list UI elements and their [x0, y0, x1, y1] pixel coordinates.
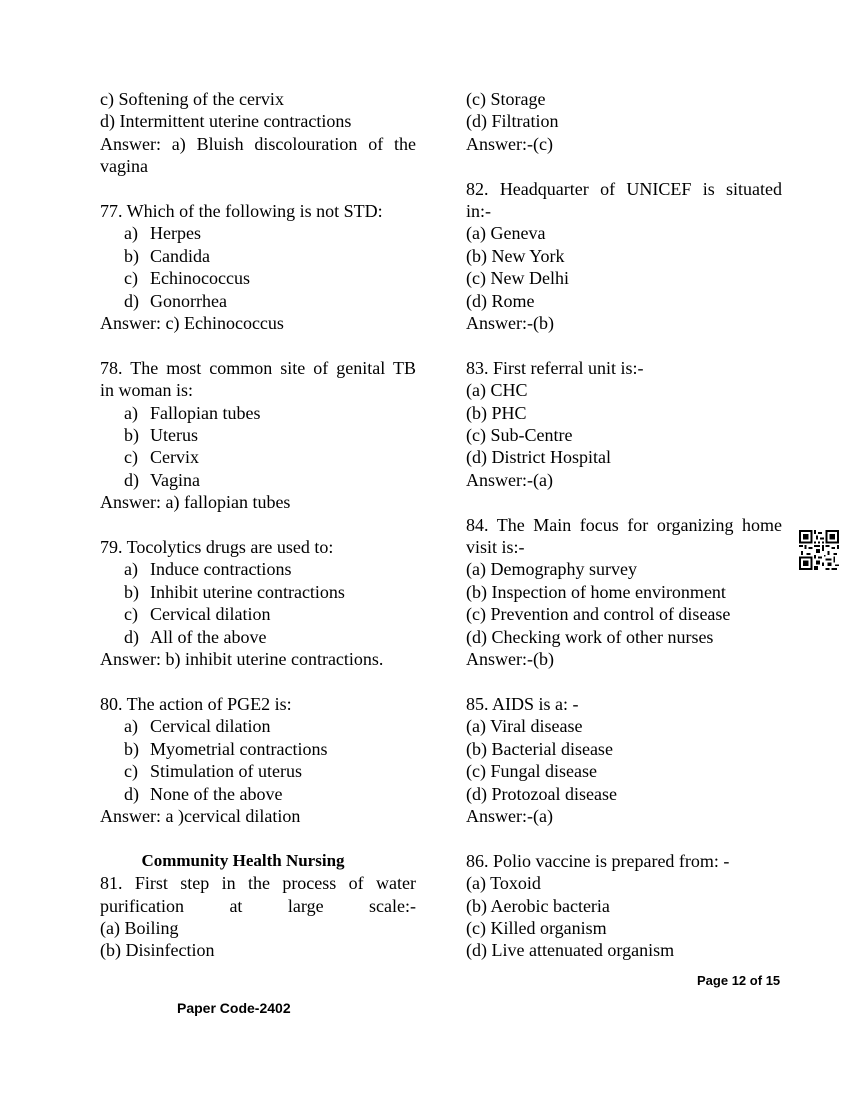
option: b) Inhibit uterine contractions: [124, 581, 345, 602]
option-c: (c) Storage: [466, 89, 546, 109]
question-83: 83. First referral unit is:-: [466, 357, 644, 378]
option: (b) Inspection of home environment: [466, 581, 726, 602]
option: c) Stimulation of uterus: [124, 761, 302, 782]
option: (b) New York: [466, 245, 565, 266]
option: (a) Viral disease: [466, 716, 583, 737]
question-81-cont: purification at large scale:-: [100, 895, 416, 916]
option: (b) PHC: [466, 402, 527, 423]
option: (d) District Hospital: [466, 447, 611, 468]
option: b) Uterus: [124, 425, 198, 446]
answer-85: Answer:-(a): [466, 805, 553, 826]
answer-81: Answer:-(c): [466, 133, 553, 154]
option-d: (d) Filtration: [466, 111, 559, 132]
question-84-cont: visit is:-: [466, 537, 525, 558]
qr-code-icon: [799, 530, 839, 570]
option: a) Fallopian tubes: [124, 402, 261, 423]
option: c) Cervix: [124, 447, 199, 468]
option-d: d) Intermittent uterine contractions: [100, 111, 352, 132]
section-title: Community Health Nursing: [141, 850, 345, 870]
option: (a) Demography survey: [466, 559, 637, 580]
option-c: c) Softening of the cervix: [100, 89, 284, 109]
option: c) Echinococcus: [124, 268, 250, 289]
question-85: 85. AIDS is a: -: [466, 693, 579, 714]
answer-77: Answer: c) Echinococcus: [100, 313, 284, 334]
option: a) Cervical dilation: [124, 716, 271, 737]
question-77: 77. Which of the following is not STD:: [100, 201, 383, 222]
option: d) None of the above: [124, 783, 283, 804]
option: d) All of the above: [124, 626, 267, 647]
option: (a) Geneva: [466, 223, 546, 244]
question-78-cont: in woman is:: [100, 380, 193, 401]
option: d) Vagina: [124, 469, 200, 490]
option: d) Gonorrhea: [124, 290, 227, 311]
option: a) Herpes: [124, 223, 201, 244]
right-column: [466, 88, 782, 962]
option: (c) Killed organism: [466, 917, 607, 938]
option: (a) CHC: [466, 380, 528, 401]
answer-82: Answer:-(b): [466, 313, 554, 334]
question-82: 82. Headquarter of UNICEF is situated: [466, 178, 782, 199]
question-79: 79. Tocolytics drugs are used to:: [100, 537, 334, 558]
left-column: [100, 88, 416, 962]
answer-83: Answer:-(a): [466, 469, 553, 490]
answer-80: Answer: a )cervical dilation: [100, 805, 301, 826]
option: (c) Sub-Centre: [466, 425, 573, 446]
answer-78: Answer: a) fallopian tubes: [100, 492, 291, 513]
question-78: 78. The most common site of genital TB: [100, 357, 416, 378]
option: (b) Bacterial disease: [466, 738, 613, 759]
option: (a) Boiling: [100, 917, 179, 938]
option: (d) Live attenuated organism: [466, 940, 675, 961]
option: b) Candida: [124, 245, 210, 266]
answer-79: Answer: b) inhibit uterine contractions.: [100, 649, 384, 670]
option: (c) Prevention and control of disease: [466, 604, 731, 625]
question-84: 84. The Main focus for organizing home: [466, 514, 782, 535]
question-82-cont: in:-: [466, 201, 491, 222]
option: (b) Disinfection: [100, 940, 215, 961]
option: (c) Fungal disease: [466, 761, 597, 782]
answer-84: Answer:-(b): [466, 649, 554, 670]
paper-code: Paper Code-2402: [177, 1000, 291, 1016]
option: (a) Toxoid: [466, 873, 541, 894]
page-number: Page 12 of 15: [697, 973, 781, 988]
option: (d) Protozoal disease: [466, 783, 617, 804]
question-86: 86. Polio vaccine is prepared from: -: [466, 850, 730, 871]
option: (d) Checking work of other nurses: [466, 626, 714, 647]
answer-line-cont: vagina: [100, 156, 148, 177]
option: b) Myometrial contractions: [124, 738, 328, 759]
question-80: 80. The action of PGE2 is:: [100, 693, 292, 714]
option: a) Induce contractions: [124, 559, 292, 580]
option: c) Cervical dilation: [124, 604, 271, 625]
answer-line: Answer: a) Bluish discolouration of the: [100, 133, 416, 154]
option: (b) Aerobic bacteria: [466, 895, 610, 916]
question-81: 81. First step in the process of water: [100, 873, 416, 894]
option: (c) New Delhi: [466, 268, 569, 289]
option: (d) Rome: [466, 290, 535, 311]
